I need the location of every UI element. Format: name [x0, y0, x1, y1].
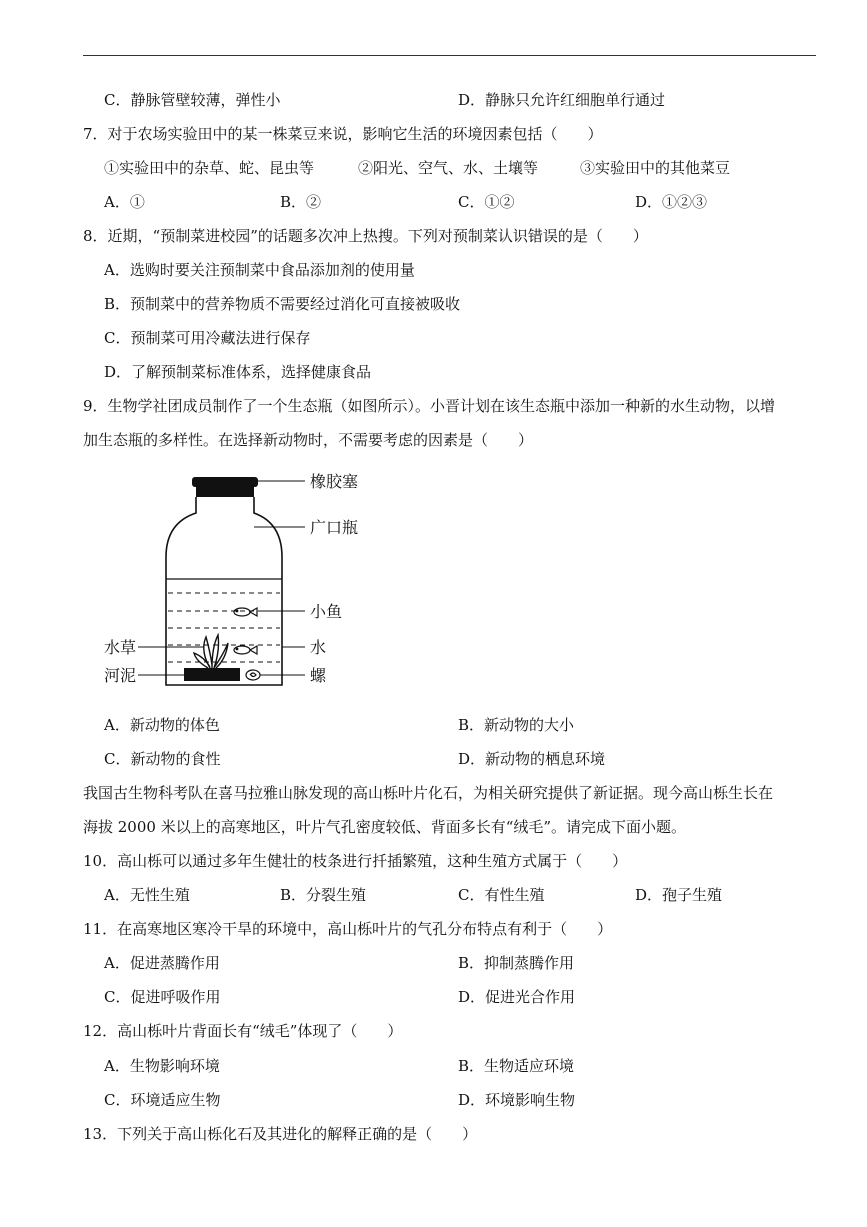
- q12-option-c: C．环境适应生物: [104, 1091, 221, 1109]
- label-small-fish: 小鱼: [310, 602, 343, 621]
- q10-option-b: B．分裂生殖: [280, 886, 367, 904]
- passage-line2: 海拔 2000 米以上的高寒地区，叶片气孔密度较低、背面多长有“绒毛”。请完成下面小题。: [83, 818, 687, 836]
- label-snail: 螺: [310, 666, 327, 685]
- q9-stem-line2: 加生态瓶的多样性。在选择新动物时，不需要考虑的因素是（ ）: [83, 431, 534, 449]
- q12-option-d: D．环境影响生物: [458, 1091, 576, 1109]
- label-river-mud: 河泥: [104, 666, 137, 685]
- q12-option-a: A．生物影响环境: [104, 1057, 220, 1075]
- q7-option-a: A．①: [104, 193, 145, 211]
- q7-option-d: D．①②③: [635, 193, 708, 211]
- q8-option-b: B．预制菜中的营养物质不需要经过消化可直接被吸收: [104, 295, 461, 313]
- label-water-weed: 水草: [104, 638, 137, 657]
- q8-stem: 8．近期，“预制菜进校园”的话题多次冲上热搜。下列对预制菜认识错误的是（ ）: [83, 227, 648, 245]
- ecosystem-bottle-figure: [100, 465, 390, 695]
- q9-option-a: A．新动物的体色: [104, 716, 220, 734]
- q10-option-c: C．有性生殖: [458, 886, 545, 904]
- q11-option-c: C．促进呼吸作用: [104, 988, 221, 1006]
- small-fish-2: [234, 646, 257, 654]
- q7-item-2: ②阳光、空气、水、土壤等: [358, 159, 539, 177]
- leader-lines: [138, 481, 305, 675]
- q13-stem: 13．下列关于高山栎化石及其进化的解释正确的是（ ）: [83, 1125, 478, 1143]
- q7-item-3: ③实验田中的其他菜豆: [580, 159, 731, 177]
- small-fish-1: [234, 608, 257, 616]
- header-rule: [83, 55, 816, 56]
- q11-option-d: D．促进光合作用: [458, 988, 576, 1006]
- q7-option-c: C．①②: [458, 193, 515, 211]
- q9-option-b: B．新动物的大小: [458, 716, 575, 734]
- q6-option-c: C．静脉管壁较薄，弹性小: [104, 91, 281, 109]
- q12-option-b: B．生物适应环境: [458, 1057, 575, 1075]
- passage-line1: 我国古生物科考队在喜马拉雅山脉发现的高山栎叶片化石，为相关研究提供了新证据。现今高山栎生长在: [83, 784, 774, 802]
- snail: [246, 670, 260, 680]
- q8-option-a: A．选购时要关注预制菜中食品添加剂的使用量: [104, 261, 415, 279]
- q10-stem: 10．高山栎可以通过多年生健壮的枝条进行扦插繁殖，这种生殖方式属于（ ）: [83, 852, 628, 870]
- q9-option-c: C．新动物的食性: [104, 750, 221, 768]
- q7-option-b: B．②: [280, 193, 322, 211]
- q10-option-a: A．无性生殖: [104, 886, 190, 904]
- q8-option-c: C．预制菜可用冷藏法进行保存: [104, 329, 311, 347]
- q9-option-d: D．新动物的栖息环境: [458, 750, 606, 768]
- label-rubber-stopper: 橡胶塞: [310, 472, 359, 491]
- q7-item-1: ①实验田中的杂草、蛇、昆虫等: [104, 159, 315, 177]
- q6-option-d: D．静脉只允许红细胞单行通过: [458, 91, 666, 109]
- label-water: 水: [310, 638, 327, 657]
- q8-option-d: D．了解预制菜标准体系，选择健康食品: [104, 363, 372, 381]
- q7-stem: 7．对于农场实验田中的某一株菜豆来说，影响它生活的环境因素包括（ ）: [83, 125, 603, 143]
- label-wide-mouth-bottle: 广口瓶: [310, 518, 359, 537]
- q11-option-b: B．抑制蒸腾作用: [458, 954, 575, 972]
- q11-stem: 11．在高寒地区寒冷干旱的环境中，高山栎叶片的气孔分布特点有利于（ ）: [83, 920, 613, 938]
- water-weed: [194, 635, 228, 668]
- q11-option-a: A．促进蒸腾作用: [104, 954, 220, 972]
- q9-stem-line1: 9．生物学社团成员制作了一个生态瓶（如图所示）。小晋计划在该生态瓶中添加一种新的水生动物，以增: [83, 397, 776, 415]
- river-mud: [184, 668, 240, 681]
- rubber-stopper: [196, 485, 254, 497]
- q10-option-d: D．孢子生殖: [635, 886, 723, 904]
- q12-stem: 12．高山栎叶片背面长有“绒毛”体现了（ ）: [83, 1022, 403, 1040]
